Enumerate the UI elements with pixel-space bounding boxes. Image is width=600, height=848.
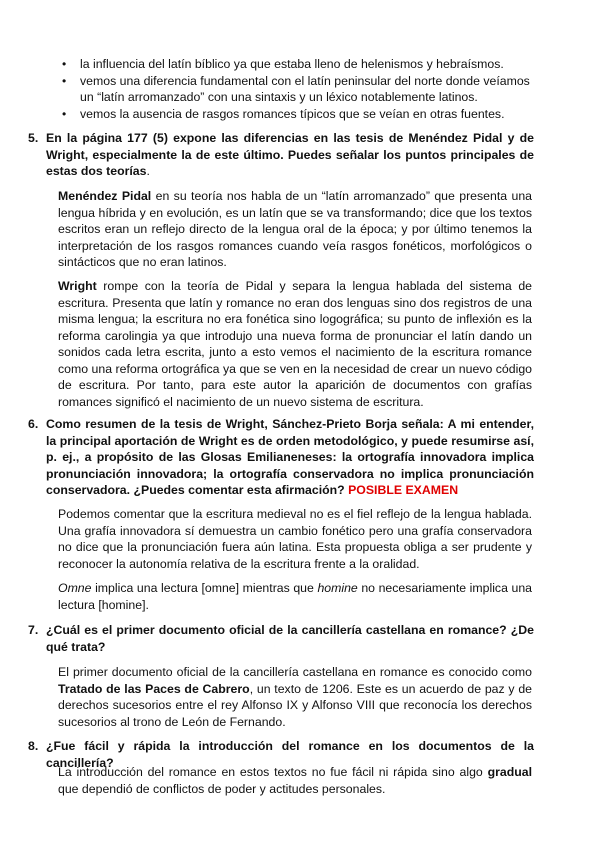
list-item: • vemos la ausencia de rasgos romances típicos que se veían en otras fuentes. [62,106,542,123]
list-item: • vemos una diferencia fundamental con el latín peninsular del norte donde veíamos un “latín arromanzado” con una sintaxis y un léxico notablemente latinos. [62,73,542,106]
paragraph-text: El primer documento oficial de la cancillería castellana en romance es conocido como [58,665,532,679]
paragraph-text: que dependió de conflictos de poder y actitudes personales. [58,781,386,796]
paragraph-text: implica una lectura [omne] mientras que [91,581,318,595]
question-text: Como resumen de la tesis de Wright, Sánchez-Prieto Borja señala: A mi entender, la principal aportación de Wright es de orden metodológico, y puede resumirse así, p. ej., a propósito de las Glosas Emilianeneses: la ortografía innovadora implica pronunciación innovadora; la ortografía conservadora no implica pronunciación conservadora. ¿Puedes comentar esta afirmación? [46,417,534,497]
question-5 [28,130,534,180]
question-text: En la página 177 (5) expone las diferencias en las tesis de Menéndez Pidal y de Wright, especialmente la de este último. Puedes señalar los puntos principales de estas dos teorías [46,131,534,178]
paragraph-text: Podemos comentar que la escritura medieval no es el fiel reflejo de la lengua hablada. Una grafía innovadora sí demuestra un cambio fonético pero una grafía conservadora no dice que la pronunciación fuera aún latina. Esta propuesta obliga a ser prudente y reconocer la autonomía relativa de la escritura frente a la oralidad. [58,507,532,571]
document-title: Tratado de las Paces de Cabrero [58,681,250,696]
paragraph-text: La introducción del romance en estos textos no fue fácil ni rápida sino algo [58,765,488,779]
key-term: gradual [487,765,532,779]
author-name: Menéndez Pidal [58,189,152,203]
answer-7 [58,664,532,730]
question-end: . [146,164,150,178]
paragraph-text: , un texto de 1206. Este es un acuerdo de paz y de derechos sucesorios entre el rey Alfonso IX y Alfonso VIII que reconocía los derechos sucesorios al trono de León de Fernando. [58,681,532,729]
question-6 [28,416,534,499]
question-text: ¿Fue fácil y rápida la introducción del romance en los documentos de la cancillería? [46,739,534,770]
paragraph-text: no necesariamente implica una lectura [homine]. [58,581,533,612]
answer-6-comment [58,506,532,572]
author-name: Wright [58,279,97,293]
question-text: ¿Cuál es el primer documento oficial de la cancillería castellana en romance? ¿De qué trata? [46,623,534,654]
answer-5-pidal [58,188,532,271]
question-number: 7. [28,623,39,637]
answer-5-wright [58,278,532,410]
list-item: • la influencia del latín bíblico ya que estaba lleno de helenismos y hebraísmos. [62,56,542,73]
paragraph-text: rompe con la teoría de Pidal y separa la lengua hablada del sistema de escritura. Presenta que latín y romance no eran dos lenguas sino dos registros de una misma lengua; la escritura no era fonética sino logográfica; su punto de inflexión es la reforma carolingia ya que introdujo una nueva forma de pronunciar el latín dando un sonidos cada letra escrita, junto a esto vemos el nacimiento de la escritura romance como una reforma ortográfica ya que se ven en la necesidad de crear un nuevo código de escritura. Por tanto, para este autor la aparición de documentos con grafías romances significó el nacimiento de un nuevo sistema de escritura. [58,279,532,409]
answer-8 [58,764,532,797]
question-number: 8. [28,739,39,753]
question-number: 6. [28,417,39,431]
exam-highlight: POSIBLE EXAMEN [348,483,459,497]
bullet-list [62,56,542,122]
question-number: 5. [28,131,39,145]
answer-6-example [58,580,532,613]
latin-word: homine [317,581,358,595]
question-7 [28,622,534,655]
paragraph-text: en su teoría nos habla de un “latín arromanzado” que presenta una lengua híbrida y en evolución, es un latín que se va transformando; dice que los textos escritos eran un reflejo directo de la lengua oral de la época; y por último tenemos la interpretación de los rasgos romances cuando veía rasgos fonéticos, morfológicos o sintácticos que no eran latinos. [58,189,532,269]
latin-word: Omne [58,581,92,595]
